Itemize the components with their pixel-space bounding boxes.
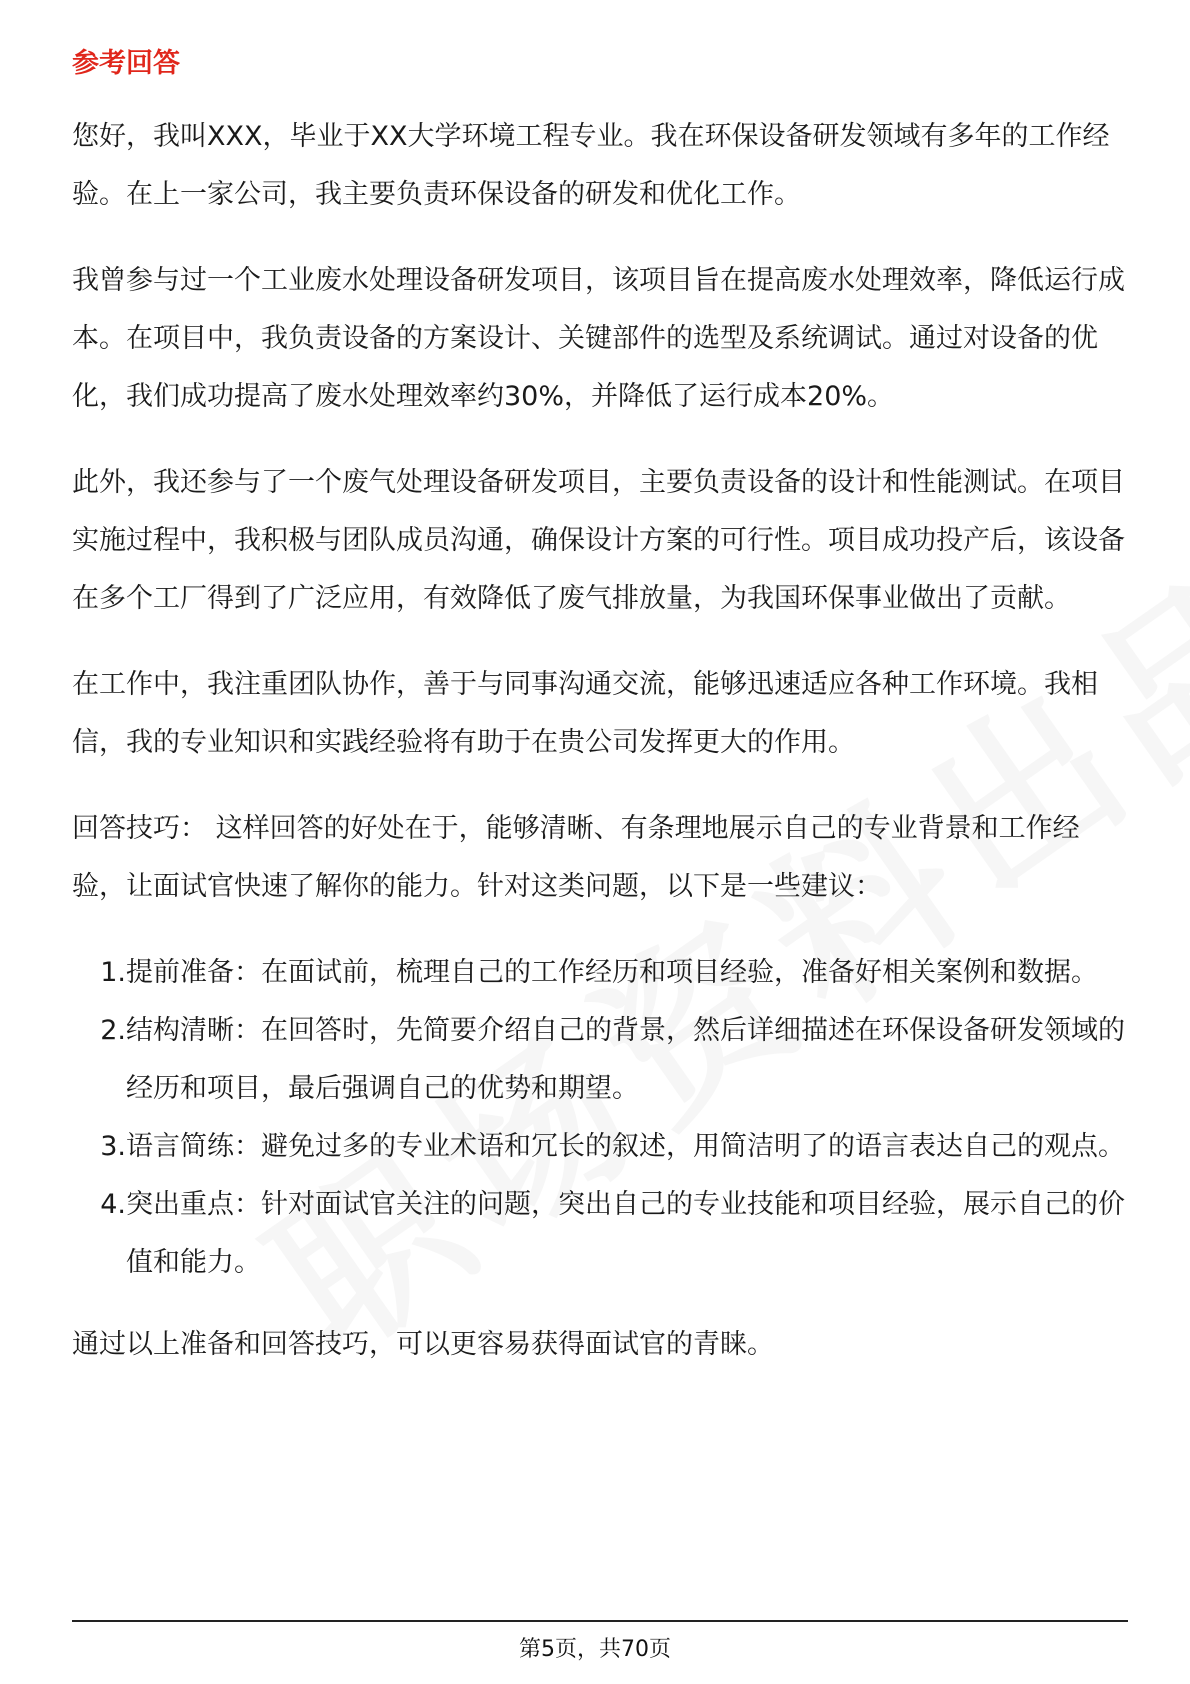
tips-list xyxy=(72,944,1128,1292)
list-item-text: 结构清晰：在回答时，先简要介绍自己的背景，然后详细描述在环保设备研发领域的经历和项目，最后强调自己的优势和期望。 xyxy=(126,1015,1125,1104)
list-item xyxy=(72,1118,1128,1176)
list-item-number: 1. xyxy=(100,957,126,988)
list-item-text: 提前准备：在面试前，梳理自己的工作经历和项目经验，准备好相关案例和数据。 xyxy=(126,957,1098,988)
list-item-text: 语言简练：避免过多的专业术语和冗长的叙述，用简洁明了的语言表达自己的观点。 xyxy=(126,1131,1125,1162)
list-item-number: 4. xyxy=(100,1189,126,1220)
list-item-number: 2. xyxy=(100,1015,126,1046)
page-number: 第5页，共70页 xyxy=(519,1637,671,1662)
list-item-text: 突出重点：针对面试官关注的问题，突出自己的专业技能和项目经验，展示自己的价值和能力。 xyxy=(126,1189,1125,1278)
footer-divider xyxy=(72,1620,1128,1622)
section-heading: 参考回答 xyxy=(72,48,180,79)
paragraph-teamwork: 在工作中，我注重团队协作，善于与同事沟通交流，能够迅速适应各种工作环境。我相信，我的专业知识和实践经验将有助于在贵公司发挥更大的作用。 xyxy=(72,669,1098,758)
list-item-number: 3. xyxy=(100,1131,126,1162)
tips-intro: 回答技巧： 这样回答的好处在于，能够清晰、有条理地展示自己的专业背景和工作经验，让面试官快速了解你的能力。针对这类问题，以下是一些建议： xyxy=(72,813,1080,902)
list-item xyxy=(72,1176,1128,1292)
paragraph-exhaust-project: 此外，我还参与了一个废气处理设备研发项目，主要负责设备的设计和性能测试。在项目实施过程中，我积极与团队成员沟通，确保设计方案的可行性。项目成功投产后，该设备在多个工厂得到了广泛应用，有效降低了废气排放量，为我国环保事业做出了贡献。 xyxy=(72,467,1125,614)
list-item xyxy=(72,1002,1128,1118)
document-page xyxy=(72,44,1128,1402)
paragraph-wastewater-project: 我曾参与过一个工业废水处理设备研发项目，该项目旨在提高废水处理效率，降低运行成本。在项目中，我负责设备的方案设计、关键部件的选型及系统调试。通过对设备的优化，我们成功提高了废水处理效率约30%，并降低了运行成本20%。 xyxy=(72,265,1125,412)
list-item xyxy=(72,944,1128,1002)
paragraph-closing: 通过以上准备和回答技巧，可以更容易获得面试官的青睐。 xyxy=(72,1329,774,1360)
paragraph-intro: 您好，我叫XXX，毕业于XX大学环境工程专业。我在环保设备研发领域有多年的工作经验。在上一家公司，我主要负责环保设备的研发和优化工作。 xyxy=(72,121,1110,210)
